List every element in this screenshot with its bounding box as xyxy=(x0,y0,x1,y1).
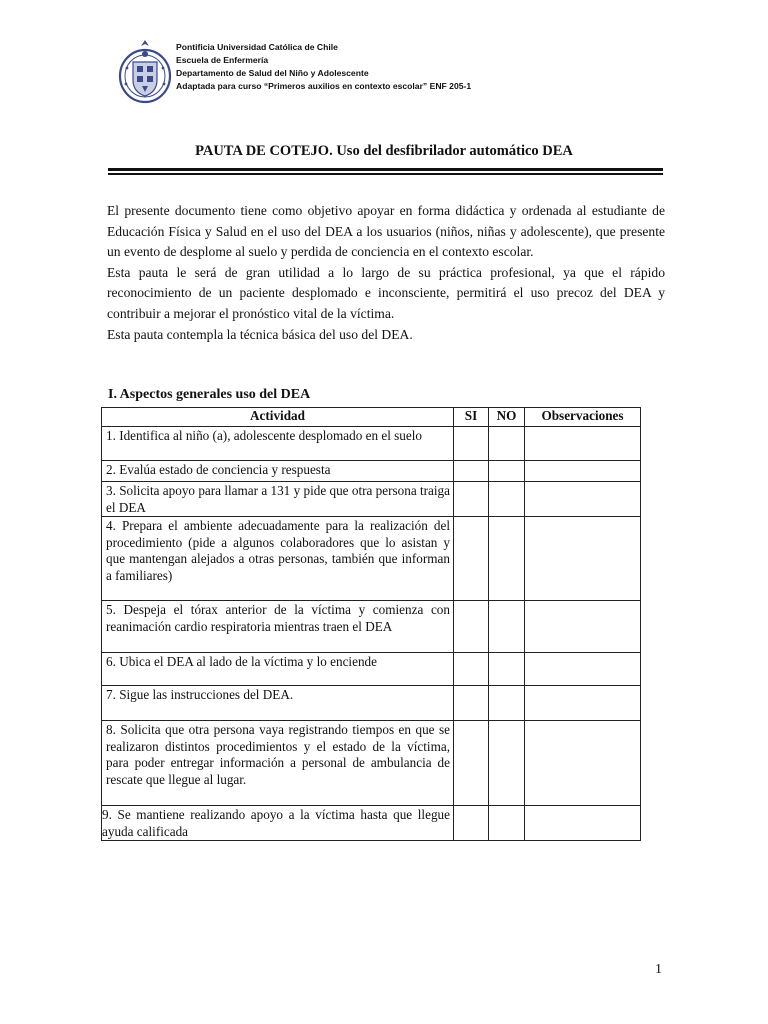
no-cell[interactable] xyxy=(489,427,525,461)
observations-cell[interactable] xyxy=(525,517,641,601)
table-row xyxy=(102,601,641,653)
observations-cell[interactable] xyxy=(525,482,641,517)
institution-line: Departamento de Salud del Niño y Adolescente xyxy=(176,68,369,78)
activity-text: 3. Solicita apoyo para llamar a 131 y pide que otra persona traiga el DEA xyxy=(106,483,450,515)
activity-text: 9. Se mantiene realizando apoyo a la víctima hasta que llegue ayuda calificada xyxy=(102,807,450,839)
document-title: PAUTA DE COTEJO. Uso del desfibrilador automático DEA xyxy=(195,143,573,159)
section-title: I. Aspectos generales uso del DEA xyxy=(108,387,311,402)
activity-cell xyxy=(102,721,454,806)
institution-block xyxy=(176,41,471,93)
si-cell[interactable] xyxy=(454,461,489,482)
si-cell[interactable] xyxy=(454,601,489,653)
activity-cell xyxy=(102,427,454,461)
activity-cell xyxy=(102,806,454,841)
intro-paragraph: Esta pauta contempla la técnica básica del uso del DEA. xyxy=(107,326,413,342)
activity-cell xyxy=(102,686,454,721)
si-cell[interactable] xyxy=(454,653,489,686)
observations-cell[interactable] xyxy=(525,653,641,686)
no-cell[interactable] xyxy=(489,461,525,482)
activity-cell xyxy=(102,482,454,517)
table-row xyxy=(102,427,641,461)
table-header-row xyxy=(102,408,641,427)
no-cell[interactable] xyxy=(489,517,525,601)
observations-cell[interactable] xyxy=(525,461,641,482)
column-header-observations: Observaciones xyxy=(525,408,641,427)
observations-cell[interactable] xyxy=(525,806,641,841)
observations-cell[interactable] xyxy=(525,427,641,461)
activity-cell xyxy=(102,653,454,686)
activity-text: 6. Ubica el DEA al lado de la víctima y lo enciende xyxy=(106,654,377,669)
intro-paragraph: Esta pauta le será de gran utilidad a lo largo de su práctica profesional, ya que el rápido reconocimiento de un paciente desplomado e inconsciente, permitirá el uso precoz del DEA y contribuir a mejorar el pronóstico vital de la víctima. xyxy=(107,264,665,321)
table-row xyxy=(102,721,641,806)
no-cell[interactable] xyxy=(489,653,525,686)
checklist-table xyxy=(101,407,641,841)
si-cell[interactable] xyxy=(454,482,489,517)
activity-text: 8. Solicita que otra persona vaya registrando tiempos en que se realizaron distintos procedimientos y el estado de la víctima, para poder entregar información a personal de ambulancia de rescate que llegue al lugar. xyxy=(106,722,450,787)
intro-text xyxy=(107,201,665,345)
si-cell[interactable] xyxy=(454,686,489,721)
activity-text: 1. Identifica al niño (a), adolescente desplomado en el suelo xyxy=(106,428,423,443)
si-cell[interactable] xyxy=(454,806,489,841)
no-cell[interactable] xyxy=(489,686,525,721)
title-divider-thin xyxy=(108,173,663,175)
institution-line: Adaptada para curso “Primeros auxilios en contexto escolar” ENF 205-1 xyxy=(176,81,472,91)
si-cell[interactable] xyxy=(454,721,489,806)
column-header-no: NO xyxy=(489,408,525,427)
no-cell[interactable] xyxy=(489,482,525,517)
si-cell[interactable] xyxy=(454,427,489,461)
document-header xyxy=(118,38,718,108)
university-seal-icon xyxy=(118,38,172,104)
table-row xyxy=(102,653,641,686)
column-header-activity: Actividad xyxy=(102,408,454,427)
observations-cell[interactable] xyxy=(525,601,641,653)
table-row xyxy=(102,482,641,517)
table-row xyxy=(102,461,641,482)
observations-cell[interactable] xyxy=(525,686,641,721)
activity-cell xyxy=(102,461,454,482)
activity-cell xyxy=(102,601,454,653)
activity-cell xyxy=(102,517,454,601)
institution-line: Escuela de Enfermería xyxy=(176,55,269,65)
si-cell[interactable] xyxy=(454,517,489,601)
no-cell[interactable] xyxy=(489,721,525,806)
activity-text: 4. Prepara el ambiente adecuadamente para la realización del procedimiento (pide a algunos colaboradores que lo asistan y que mantengan alejados a otras personas, también que informan a familiares) xyxy=(106,518,450,583)
observations-cell[interactable] xyxy=(525,721,641,806)
activity-text: 2. Evalúa estado de conciencia y respuesta xyxy=(106,462,331,477)
activity-text: 7. Sigue las instrucciones del DEA. xyxy=(106,687,294,702)
column-header-si: SI xyxy=(454,408,489,427)
table-row xyxy=(102,806,641,841)
activity-text: 5. Despeja el tórax anterior de la víctima y comienza con reanimación cardio respiratoria mientras traen el DEA xyxy=(106,602,450,634)
institution-line: Pontificia Universidad Católica de Chile xyxy=(176,42,338,52)
no-cell[interactable] xyxy=(489,806,525,841)
title-divider xyxy=(108,168,663,171)
table-row xyxy=(102,686,641,721)
page-number: 1 xyxy=(655,962,662,977)
table-row xyxy=(102,517,641,601)
no-cell[interactable] xyxy=(489,601,525,653)
intro-paragraph: El presente documento tiene como objetivo apoyar en forma didáctica y ordenada al estudiante de Educación Física y Salud en el uso del DEA a los usuarios (niños, niñas y adolescente), que presente un evento de desplome al suelo y perdida de conciencia en el contexto escolar. xyxy=(107,203,665,260)
